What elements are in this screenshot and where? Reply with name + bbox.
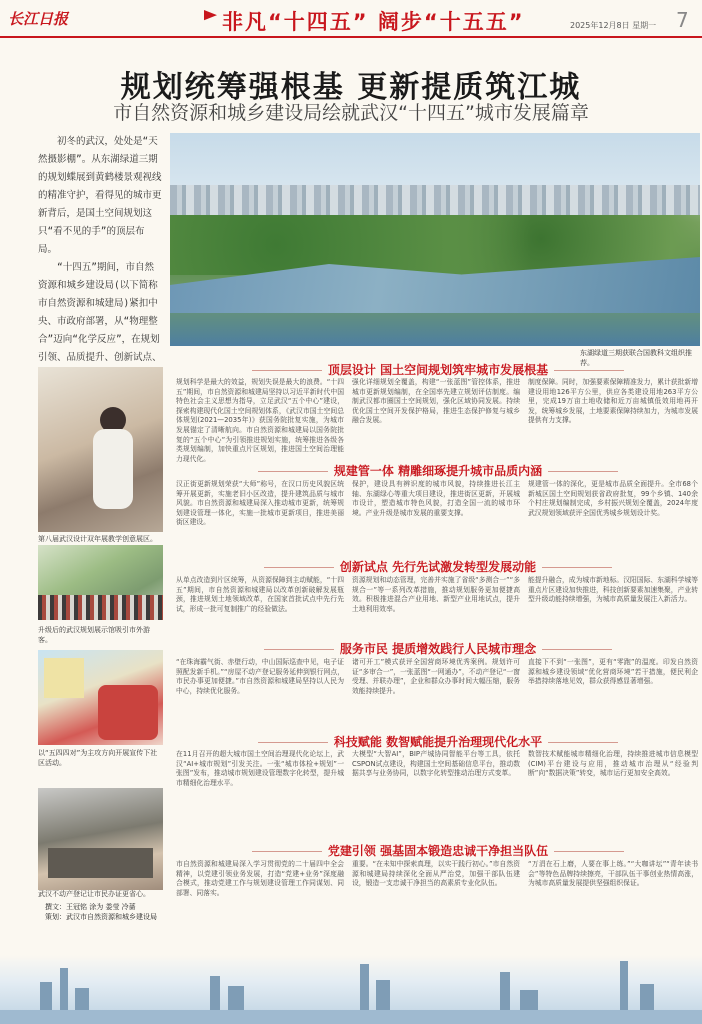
body-column: 市自然资源和城建局深入学习贯彻党的二十届四中全会精神，以党建引领业务发展，打造“党建+业务”深度融合模式，推动党建工作与规划建设管理工作同谋划、同部署、同落实。: [176, 860, 344, 897]
body-column: 强化详细规划全覆盖，构建“一张蓝图”管控体系，推进城市更新规划编制，在全国率先建立规划评估制度。编制武汉都市圈国土空间规划，强化区域协同发展。持续优化国土空间开发保护格局，推进生态保护修复与城乡融合发展。: [352, 378, 520, 425]
page-slogan: [222, 6, 525, 36]
section-heading: [176, 640, 700, 657]
credit-line: 撰文：王冠铭 涂为 娄莹 冷蔷: [45, 903, 136, 911]
section-key: 创新试点: [339, 560, 388, 574]
section-key: 服务市民: [339, 642, 388, 656]
photo4-caption: 武汉不动产登记让市民办证更省心。: [38, 890, 150, 898]
river-water: [0, 1010, 702, 1024]
event-banner: [44, 658, 84, 698]
photo2-caption: 升级后的武汉规划展示馆吸引市外游客。: [38, 626, 150, 644]
section-key: 党建引领: [327, 844, 376, 858]
body-column: 规划科学是最大的效益，规划失误是最大的浪费。“十四五”期间，市自然资源和城建局坚持以习近平新时代中国特色社会主义思想为指导，立足武汉“五个中心”建设，探索构建现代化国土空间规划体系，《武汉市国土空间总体规划(2021—2035年)》获国务院批复实施，为城市发展锚定了清晰航向。市自然资源和城建局以国务院批复的“五个中心”为引领推进规划实施，统筹推进各级各类规划编制，加快重点片区规划，推进国土空间治理能力现代化。: [176, 378, 344, 463]
dateline: 2025年12月8日 星期一: [570, 21, 657, 30]
body-column: 规建管一体的深化，更是城市品质全面提升。全市68个新城区国土空间规划获省政府批复，99个乡镇、140余个村庄规划编制完成，乡村振兴规划全覆盖，2024年度武汉规划领域获评全国优秀城乡规划设计奖。: [528, 480, 698, 517]
building-shape: [620, 961, 628, 1016]
lead-paragraph: “十四五”期间，市自然资源和城乡建设局(以下简称市自然资源和城建局)紧扣中央、市政府部署，从“物理整合”迈向“化学反应”，在规划引领、品质提升、创新试点、: [38, 262, 162, 363]
section-title: 提质增效践行人民城市理念: [392, 642, 537, 656]
section-title: 先行先试激发转型发展动能: [392, 560, 537, 574]
bottom-skyline-illustration: [0, 955, 702, 1024]
section-title: 强基固本锻造忠诚干净担当队伍: [380, 844, 549, 858]
photo-real-estate-registration: [38, 788, 163, 890]
participants-shape: [98, 685, 158, 740]
section-title: 精雕细琢提升城市品质内涵: [398, 464, 543, 478]
body-column: 直接下不到“一张图”，更有“零跑”的温度。印发自然资源和城乡建设领域“优化营商环境”若干措施，便民利企举措持续落地见效，群众获得感显著增强。: [528, 658, 698, 686]
photo-community-event: [38, 650, 163, 745]
body-column: 资源规划和动态管理，完善并实施了省级“多测合一”“多规合一”等一系列改革措施，推动规划服务更加便捷高效。积极推进混合产业用地、新型产业用地试点，提升土地利用效率。: [352, 576, 520, 613]
section-title: 数智赋能提升治理现代化水平: [386, 735, 543, 749]
body-column: 重要。“在未知中探索真理，以实干践行初心。”市自然资源和城建局持续深化全面从严治党，加强干部队伍建设，锻造一支忠诚干净担当的高素质专业化队伍。: [352, 860, 520, 888]
photo-design-biennale: [38, 367, 163, 532]
section-heading: [176, 361, 700, 378]
main-photo-caption: 东湖绿道三期获联合国教科文组织推荐。: [580, 349, 692, 367]
person-shape: [93, 429, 133, 509]
red-flag-icon: [204, 10, 217, 27]
masthead: 长江日报: [8, 10, 69, 28]
lead-paragraph: 初冬的武汉，处处是“天然摄影棚”。从东湖绿道三期的规划蝶展到黄鹤楼景观视线的精准守护，看得见的城市更新背后，是国土空间规划这只“看不见的手”的顶层布局。: [38, 136, 162, 255]
body-column: “万涓在石上磨，人要在事上练。”“大咖讲坛”“青年读书会”等特色品牌持续擦亮，干部队伍干事创业热情高涨，为城市高质量发展提供坚强组织保证。: [528, 860, 698, 888]
building-shape: [60, 968, 68, 1016]
city-skyline: [170, 185, 700, 215]
body-column: 在11月召开的超大城市国土空间治理现代化论坛上，武汉“AI+城市规划”引发关注。一张“城市体检+规划”一张图”发布，推动城市规划建设管理数字化转型，提升城市精细化治理水平。: [176, 750, 344, 787]
photo3-caption: 以“五四四对”为主攻方向开展宣传下社区活动。: [38, 749, 158, 767]
slogan-text: 非凡“十四五” 阔步“十五五”: [222, 10, 525, 34]
visitors-group: [38, 595, 163, 620]
page-number: 7: [676, 8, 689, 32]
section-key: 科技赋能: [333, 735, 382, 749]
main-photo-east-lake-greenway: [170, 133, 700, 346]
body-column: 数智技术赋能城市精细化治理，持续推进城市信息模型(CIM)平台建设与应用，推动城市治理从“经验判断”向“数据决策”转变，城市运行更加安全高效。: [528, 750, 698, 778]
body-column: 诸可开工”模式获评全国营商环境优秀案例。规划许可证“多审合一”，一张蓝图“一网通办”，不动产登记“一窗受理、并联办理”，企业和群众办事时间大幅压缩，服务效能持续提升。: [352, 658, 520, 695]
photo-planning-exhibition: [38, 545, 163, 620]
section-heading: [176, 842, 700, 859]
section-heading: [176, 462, 700, 479]
section-title: 国土空间规划筑牢城市发展根基: [380, 363, 549, 377]
section-heading: [176, 558, 700, 575]
body-column: 汉正街更新规划荣获“大师”称号，在汉口历史风貌区统筹开展更新，实施老旧小区改造，提升建筑品质与城市风貌。市自然资源和城建局深入推动城市更新，统筹规划建设管理一体化，实施一批城市更新项目，推进美丽街区建设。: [176, 480, 344, 527]
body-column: “在珠海霸气街、赤壁行动，中山国际巡查中见，电子证照配发新手机。”“房屋不动产登记服务延伸到银行网点，市民办事更加便捷。”市自然资源和城建局坚持以人民为中心，持续优化服务。: [176, 658, 344, 695]
body-column: 制度保障。同时，加强要素保障精准发力，累计获批新增建设用地126平方公里，供应各类建设用地263平方公里，完成19万亩土地收储和近万亩城镇低效用地再开发，统筹城乡发展，土地要素保障持续加力，为城市发展提供有力支撑。: [528, 378, 698, 425]
section-key: 顶层设计: [327, 363, 376, 377]
body-column: 大模型“大智AI”，BIP产城协同智能平台等工具，依托CSPON试点建设，构建国土空间基础信息平台，推动数据共享与业务协同，以数字化转型推动治理方式变革。: [352, 750, 520, 778]
building-shape: [360, 964, 369, 1016]
headline-subtitle: 市自然资源和城乡建设局绘就武汉“十四五”城市发展篇章: [113, 102, 589, 124]
body-column: 能提升融合，成为城市新地标。汉阳国际、东湖科学城等重点片区建设加快推进，科技创新要素加速集聚，产业转型升级动能持续增强，为城市高质量发展注入新活力。: [528, 576, 698, 604]
service-counter: [48, 848, 153, 878]
credits: [45, 902, 157, 922]
lead-paragraph-box: [38, 133, 163, 363]
page-header: [0, 0, 702, 38]
credit-line: 策划：武汉市自然资源和城乡建设局: [45, 913, 157, 921]
body-column: 保护，建设具有辨识度的城市风貌，持续推进长江主轴、东湖绿心等重大项目建设，推进街区更新，开展城市设计，塑造城市特色风貌，打造全国一流的城市环境。产业升级是城市发展的重要支撑。: [352, 480, 520, 517]
photo1-caption: 第八届武汉设计双年展教学创意展区。: [38, 535, 157, 543]
headline-title: 规划统筹强根基 更新提质筑江城: [120, 70, 582, 105]
body-column: 从单点改造到片区统筹，从资源保障到主动赋能，“十四五”期间，市自然资源和城建局以改革创新破解发展瓶颈，推进规划土地领域改革，在国家首批试点中先行先试，形成一批可复制推广的经验做法。: [176, 576, 344, 613]
section-key: 规建管一体: [333, 464, 394, 478]
section-heading: [176, 733, 700, 750]
